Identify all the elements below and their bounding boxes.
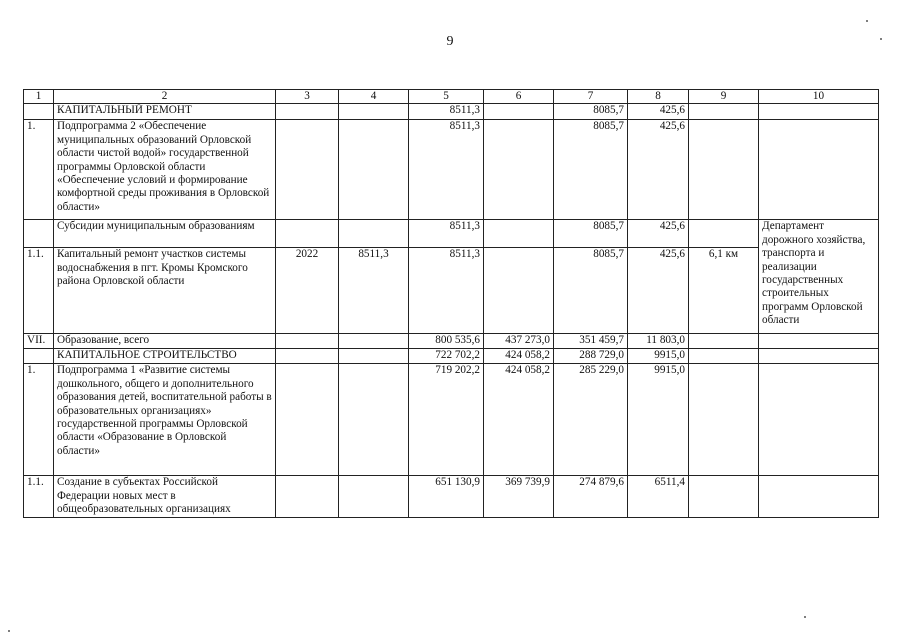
header-cell: 1 xyxy=(24,90,54,104)
table-row xyxy=(24,334,879,349)
table-row xyxy=(24,349,879,364)
row-index: 1. xyxy=(24,120,54,220)
table-cell: 274 879,6 xyxy=(554,476,628,517)
row-index xyxy=(24,220,54,248)
table-cell xyxy=(276,364,339,476)
table-cell: 722 702,2 xyxy=(409,349,484,364)
table-cell: 369 739,9 xyxy=(484,476,554,517)
table-cell xyxy=(689,334,759,349)
table-cell xyxy=(759,104,879,120)
table-cell: 424 058,2 xyxy=(484,349,554,364)
header-cell: 6 xyxy=(484,90,554,104)
table-cell xyxy=(276,120,339,220)
row-title: Подпрограмма 2 «Обеспечение муниципальных образований Орловской области чистой водой» государственной программы Орловской области «Обеспечение условий и формирование комфортной среды проживания в Орловской области» xyxy=(54,120,276,220)
header-cell: 10 xyxy=(759,90,879,104)
table-cell: 424 058,2 xyxy=(484,364,554,476)
table-cell: 8085,7 xyxy=(554,248,628,334)
table-cell: 351 459,7 xyxy=(554,334,628,349)
table-cell xyxy=(759,349,879,364)
table-cell xyxy=(339,349,409,364)
table-cell: 285 229,0 xyxy=(554,364,628,476)
page-number: 9 xyxy=(446,34,454,49)
row-index: 1.1. xyxy=(24,248,54,334)
table-cell xyxy=(276,334,339,349)
table-cell xyxy=(276,349,339,364)
table-cell: 8511,3 xyxy=(409,104,484,120)
table-cell xyxy=(689,349,759,364)
table-cell xyxy=(339,104,409,120)
table-cell: 9915,0 xyxy=(628,364,689,476)
table-cell: 8085,7 xyxy=(554,220,628,248)
table-cell: 8511,3 xyxy=(409,220,484,248)
table-cell xyxy=(339,364,409,476)
table-cell xyxy=(759,364,879,476)
responsible-department: Департамент дорожного хозяйства, транспорта и реализации государственных строительных программ Орловской области xyxy=(759,220,879,334)
table-cell xyxy=(339,476,409,517)
table-cell: 8085,7 xyxy=(554,120,628,220)
row-title: Образование, всего xyxy=(54,334,276,349)
row-title: КАПИТАЛЬНОЕ СТРОИТЕЛЬСТВО xyxy=(54,349,276,364)
table-cell xyxy=(759,334,879,349)
row-index: 1. xyxy=(24,364,54,476)
table-row xyxy=(24,220,879,248)
table-cell xyxy=(484,104,554,120)
table-row xyxy=(24,120,879,220)
scan-speck xyxy=(8,630,10,632)
row-index xyxy=(24,349,54,364)
table-cell xyxy=(339,220,409,248)
budget-table xyxy=(23,89,879,518)
table-cell: 425,6 xyxy=(628,120,689,220)
table-cell: 437 273,0 xyxy=(484,334,554,349)
header-cell: 8 xyxy=(628,90,689,104)
row-index: 1.1. xyxy=(24,476,54,517)
header-cell: 5 xyxy=(409,90,484,104)
table-cell xyxy=(339,334,409,349)
row-title: Субсидии муниципальным образованиям xyxy=(54,220,276,248)
scan-speck xyxy=(880,38,882,40)
scan-speck xyxy=(866,20,868,22)
table-cell: 6,1 км xyxy=(689,248,759,334)
table-row xyxy=(24,476,879,517)
table-cell: 425,6 xyxy=(628,104,689,120)
table-cell xyxy=(689,476,759,517)
header-cell: 3 xyxy=(276,90,339,104)
table-cell xyxy=(759,120,879,220)
table-cell: 800 535,6 xyxy=(409,334,484,349)
table-cell: 425,6 xyxy=(628,248,689,334)
table-cell: 9915,0 xyxy=(628,349,689,364)
table-cell: 2022 xyxy=(276,248,339,334)
table-cell xyxy=(276,476,339,517)
table-cell xyxy=(276,104,339,120)
table-cell: 288 729,0 xyxy=(554,349,628,364)
row-index: VII. xyxy=(24,334,54,349)
table-cell: 651 130,9 xyxy=(409,476,484,517)
table-cell xyxy=(689,120,759,220)
table-cell: 8085,7 xyxy=(554,104,628,120)
scan-speck xyxy=(804,616,806,618)
table-cell: 8511,3 xyxy=(409,120,484,220)
table-cell xyxy=(484,220,554,248)
table-cell xyxy=(484,120,554,220)
table-cell: 6511,4 xyxy=(628,476,689,517)
header-cell: 7 xyxy=(554,90,628,104)
table-cell: 719 202,2 xyxy=(409,364,484,476)
table-cell: 8511,3 xyxy=(409,248,484,334)
table-cell xyxy=(689,220,759,248)
table-cell xyxy=(759,476,879,517)
table-row xyxy=(24,248,879,334)
table-cell xyxy=(689,104,759,120)
row-title: КАПИТАЛЬНЫЙ РЕМОНТ xyxy=(54,104,276,120)
header-cell: 9 xyxy=(689,90,759,104)
table-cell: 8511,3 xyxy=(339,248,409,334)
table-cell: 425,6 xyxy=(628,220,689,248)
row-title: Капитальный ремонт участков системы водоснабжения в пгт. Кромы Кромского района Орловской области xyxy=(54,248,276,334)
table-header-row xyxy=(24,90,879,104)
table-row xyxy=(24,104,879,120)
header-cell: 4 xyxy=(339,90,409,104)
row-index xyxy=(24,104,54,120)
table-cell xyxy=(276,220,339,248)
row-title: Создание в субъектах Российской Федерации новых мест в общеобразовательных организациях xyxy=(54,476,276,517)
table-cell xyxy=(689,364,759,476)
table-cell xyxy=(339,120,409,220)
table-cell: 11 803,0 xyxy=(628,334,689,349)
row-title: Подпрограмма 1 «Развитие системы дошкольного, общего и дополнительного образования детей, воспитательной работы в образовательных организациях» государственной программы Орловской области «Образование в Орловской области» xyxy=(54,364,276,476)
table-row xyxy=(24,364,879,476)
table-cell xyxy=(484,248,554,334)
header-cell: 2 xyxy=(54,90,276,104)
